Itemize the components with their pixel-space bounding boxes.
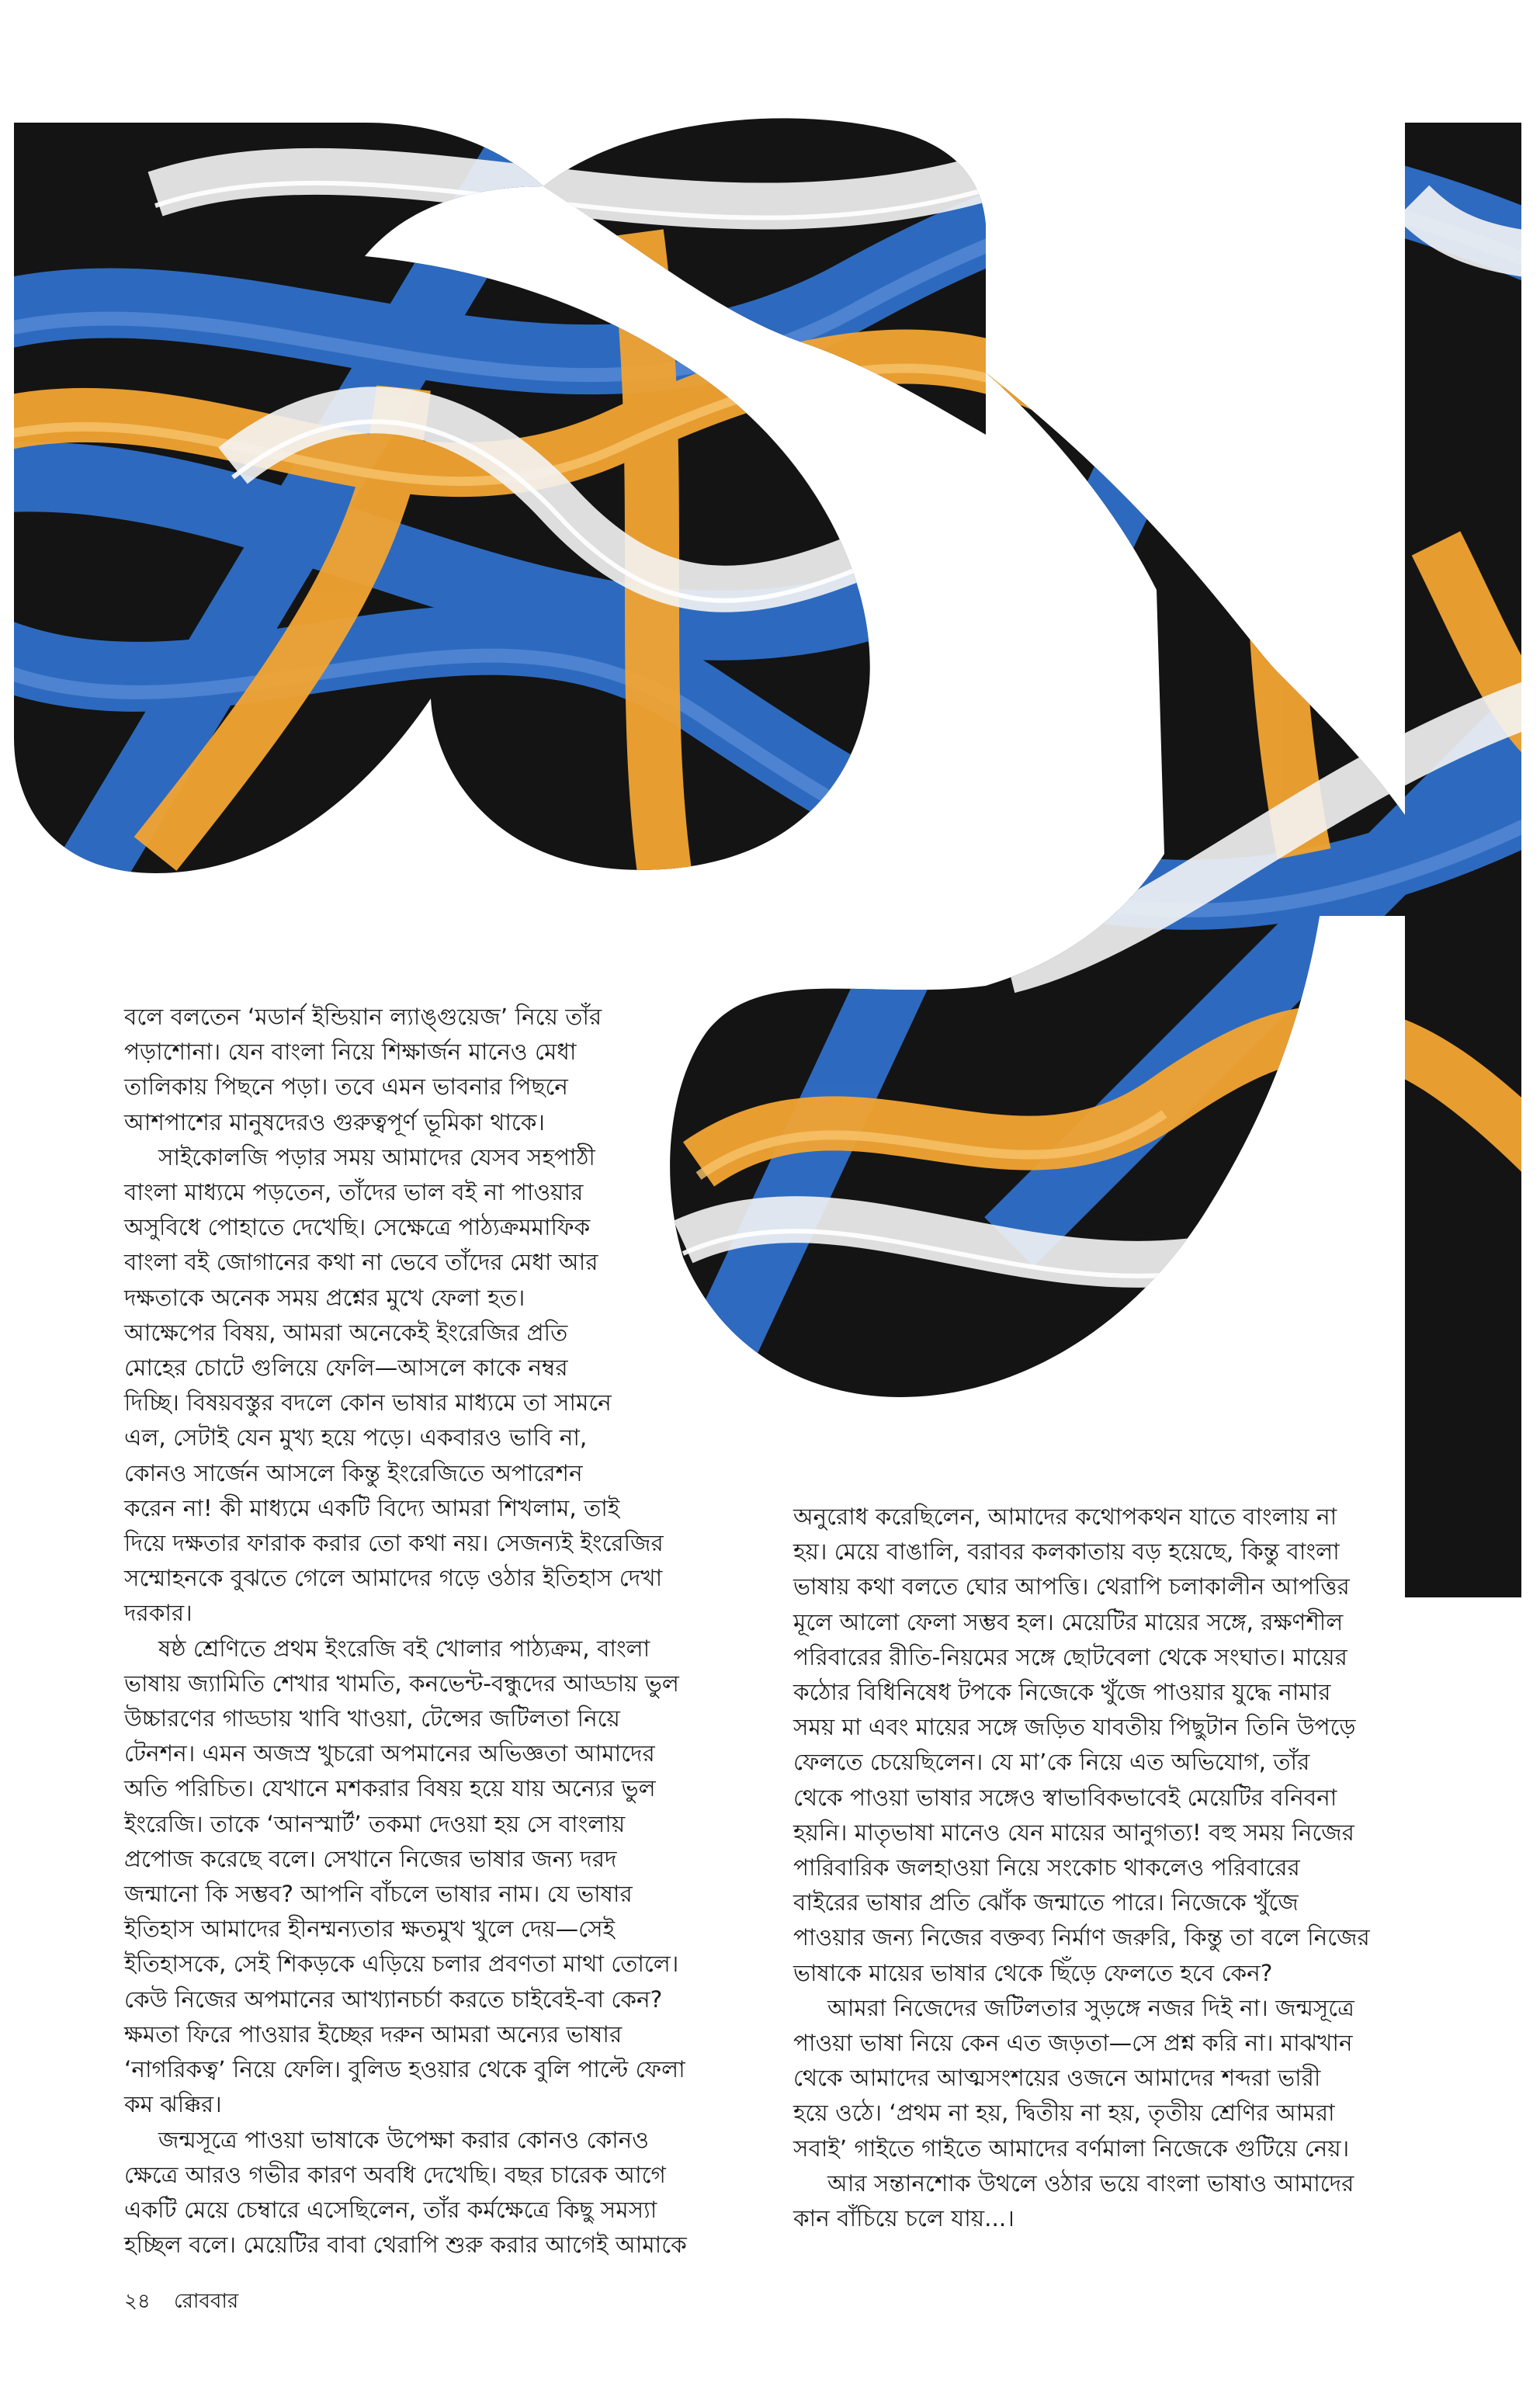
text-line: হয়নি। মাতৃভাষা মানেও যেন মায়ের আনুগত্য! বহু সময় নিজের <box>793 1819 1354 1846</box>
text-line: উচ্চারণের গাড্ডায় খাবি খাওয়া, টেন্সের জটিলতা নিয়ে <box>124 1705 620 1732</box>
text-line: পরিবারের রীতি-নিয়মের সঙ্গে ছোটবেলা থেকে সংঘাত। মায়ের <box>793 1643 1348 1670</box>
article-paragraph <box>124 1140 745 1632</box>
text-line: বাইরের ভাষার প্রতি ঝোঁক জন্মাতে পারে। নিজেকে খুঁজে <box>793 1889 1299 1916</box>
text-line: করেন না! কী মাধ্যমে একটি বিদ্যে আমরা শিখলাম, তাই <box>124 1494 620 1521</box>
text-line: আর সন্তানশোক উথলে ওঠার ভয়ে বাংলা ভাষাও আমাদের <box>827 2169 1354 2197</box>
text-line: ইতিহাসকে, সেই শিকড়কে এড়িয়ে চলার প্রবণতা মাথা তোলে। <box>124 1951 679 1978</box>
text-line: ফেলতে চেয়েছিলেন। যে মা’কে নিয়ে এত অভিযোগ, তাঁর <box>793 1749 1310 1776</box>
text-line: টেনশন। এমন অজস্র খুচরো অপমানের অভিজ্ঞতা আমাদের <box>124 1740 655 1767</box>
text-line: আক্ষেপের বিষয়, আমরা অনেকেই ইংরেজির প্রতি <box>124 1319 568 1346</box>
text-line: ষষ্ঠ শ্রেণিতে প্রথম ইংরেজি বই খোলার পাঠ্যক্রম, বাংলা <box>158 1635 650 1662</box>
page-number: ২৪ <box>124 2290 151 2313</box>
text-line: জন্মানো কি সম্ভব? আপনি বাঁচলে ভাষার নাম। যে ভাষার <box>124 1881 633 1908</box>
text-line: বাংলা বই জোগানের কথা না ভেবে তাঁদের মেধা আর <box>124 1249 598 1276</box>
text-line: কম ঝক্কির। <box>124 2091 222 2118</box>
text-line: মোহের চোটে গুলিয়ে ফেলি—আসলে কাকে নম্বর <box>124 1354 568 1382</box>
article-column-left <box>124 1000 745 2263</box>
text-line: কোনও সার্জেন আসলে কিন্তু ইংরেজিতে অপারেশন <box>124 1459 583 1486</box>
page-footer <box>124 2285 255 2319</box>
text-line: পাওয়ার জন্য নিজের বক্তব্য নির্মাণ জরুরি, কিন্তু তা বলে নিজের <box>793 1924 1370 1951</box>
text-line: ভাষায় কথা বলতে ঘোর আপত্তি। থেরাপি চলাকালীন আপত্তির <box>793 1573 1350 1601</box>
text-line: সাইকোলজি পড়ার সময় আমাদের যেসব সহপাঠী <box>158 1143 595 1170</box>
publication-name: রোববার <box>174 2290 239 2313</box>
text-line: আমরা নিজেদের জটিলতার সুড়ঙ্গে নজর দিই না। জন্মসূত্রে <box>827 1994 1354 2021</box>
text-line: অনুরোধ করেছিলেন, আমাদের কথোপকথন যাতে বাংলায় না <box>793 1503 1337 1530</box>
text-line: হচ্ছিল বলে। মেয়েটির বাবা থেরাপি শুরু করার আগেই আমাকে <box>124 2232 687 2259</box>
article-paragraph <box>793 2166 1414 2236</box>
article-paragraph <box>124 2123 745 2263</box>
text-line: প্রপোজ করেছে বলে। সেখানে নিজের ভাষার জন্য দরদ <box>124 1845 617 1872</box>
text-line: বাংলা মাধ্যমে পড়তেন, তাঁদের ভাল বই না পাওয়ার <box>124 1179 584 1206</box>
text-line: কান বাঁচিয়ে চলে যায়...। <box>793 2205 1015 2232</box>
text-line: একটি মেয়ে চেম্বারে এসেছিলেন, তাঁর কর্মক্ষেত্রে কিছু সমস্যা <box>124 2196 657 2223</box>
text-line: ক্ষেত্রে আরও গভীর কারণ অবধি দেখেছি। বছর চারেক আগে <box>124 2161 666 2188</box>
text-line: অতি পরিচিত। যেখানে মশকরার বিষয় হয়ে যায় অন্যের ভুল <box>124 1775 656 1802</box>
text-line: ভাষায় জ্যামিতি শেখার খামতি, কনভেন্ট-বন্ধুদের আড্ডায় ভুল <box>124 1670 679 1697</box>
text-line: হয়। মেয়ে বাঙালি, বরাবর কলকাতায় বড় হয়েছে, কিন্তু বাংলা <box>793 1538 1340 1566</box>
text-line: আশপাশের মানুষদেরও গুরুত্বপূর্ণ ভূমিকা থাকে। <box>124 1108 545 1136</box>
article-paragraph <box>793 1991 1414 2166</box>
text-line: পারিবারিক জলহাওয়া নিয়ে সংকোচ থাকলেও পরিবারের <box>793 1854 1300 1881</box>
text-line: পাওয়া ভাষা নিয়ে কেন এত জড়তা—সে প্রশ্ন করি না। মাঝখান <box>793 2030 1353 2057</box>
text-line: তালিকায় পিছনে পড়া। তবে এমন ভাবনার পিছনে <box>124 1073 568 1101</box>
text-line: সময় মা এবং মায়ের সঙ্গে জড়িত যাবতীয় পিছুটান তিনি উপড়ে <box>793 1714 1356 1741</box>
text-line: কঠোর বিধিনিষেধ টপকে নিজেকে খুঁজে পাওয়ার যুদ্ধে নামার <box>793 1679 1331 1706</box>
article-column-right <box>793 1500 1414 2236</box>
article-paragraph <box>124 1000 745 1140</box>
text-line: থেকে পাওয়া ভাষার সঙ্গেও স্বাভাবিকভাবেই মেয়েটির বনিবনা <box>793 1784 1337 1811</box>
text-line: দিয়ে দক্ষতার ফারাক করার তো কথা নয়। সেজন্যই ইংরেজির <box>124 1530 664 1557</box>
text-line: ‘নাগরিকত্ব’ নিয়ে ফেলি। বুলিড হওয়ার থেকে বুলি পাল্টে ফেলা <box>124 2056 685 2083</box>
text-line: দিচ্ছি। বিষয়বস্তুর বদলে কোন ভাষার মাধ্যমে তা সামনে <box>124 1389 612 1417</box>
text-line: হয়ে ওঠে। ‘প্রথম না হয়, দ্বিতীয় না হয়, তৃতীয় শ্রেণির আমরা <box>793 2100 1335 2127</box>
text-line: দক্ষতাকে অনেক সময় প্রশ্নের মুখে ফেলা হত। <box>124 1284 525 1311</box>
text-line: বলে বলতেন ‘মডার্ন ইন্ডিয়ান ল্যাঙ্গুয়েজ’ নিয়ে তাঁর <box>124 1004 602 1030</box>
article-paragraph <box>793 1500 1414 1991</box>
text-line: কেউ নিজের অপমানের আখ্যানচর্চা করতে চাইবেই-বা কেন? <box>124 1985 663 2013</box>
text-line: মূলে আলো ফেলা সম্ভব হল। মেয়েটির মায়ের সঙ্গে, রক্ষণশীল <box>793 1608 1344 1635</box>
text-line: ক্ষমতা ফিরে পাওয়ার ইচ্ছের দরুন আমরা অন্যের ভাষার <box>124 2020 623 2048</box>
article-paragraph <box>124 1632 745 2123</box>
text-line: পড়াশোনা। যেন বাংলা নিয়ে শিক্ষার্জন মানেও মেধা <box>124 1039 577 1066</box>
text-line: ইতিহাস আমাদের হীনম্মন্যতার ক্ষতমুখ খুলে দেয়—সেই <box>124 1916 615 1943</box>
text-line: ভাষাকে মায়ের ভাষার থেকে ছিঁড়ে ফেলতে হবে কেন? <box>793 1959 1273 1986</box>
text-line: দরকার। <box>124 1600 192 1627</box>
text-line: অসুবিধে পোহাতে দেখেছি। সেক্ষেত্রে পাঠ্যক্রমমাফিক <box>124 1214 591 1241</box>
text-line: এল, সেটাই যেন মুখ্য হয়ে পড়ে। একবারও ভাবি না, <box>124 1424 588 1451</box>
text-line: সবাই’ গাইতে গাইতে আমাদের বর্ণমালা নিজেকে গুটিয়ে নেয়। <box>793 2135 1350 2162</box>
text-line: থেকে আমাদের আত্মসংশয়ের ওজনে আমাদের শব্দরা ভারী <box>793 2065 1321 2092</box>
text-line: ইংরেজি। তাকে ‘আনস্মার্ট’ তকমা দেওয়া হয় সে বাংলায় <box>124 1810 626 1837</box>
text-line: জন্মসূত্রে পাওয়া ভাষাকে উপেক্ষা করার কোনও কোনও <box>158 2126 649 2153</box>
text-line: সম্মোহনকে বুঝতে গেলে আমাদের গড়ে ওঠার ইতিহাস দেখা <box>124 1565 663 1592</box>
